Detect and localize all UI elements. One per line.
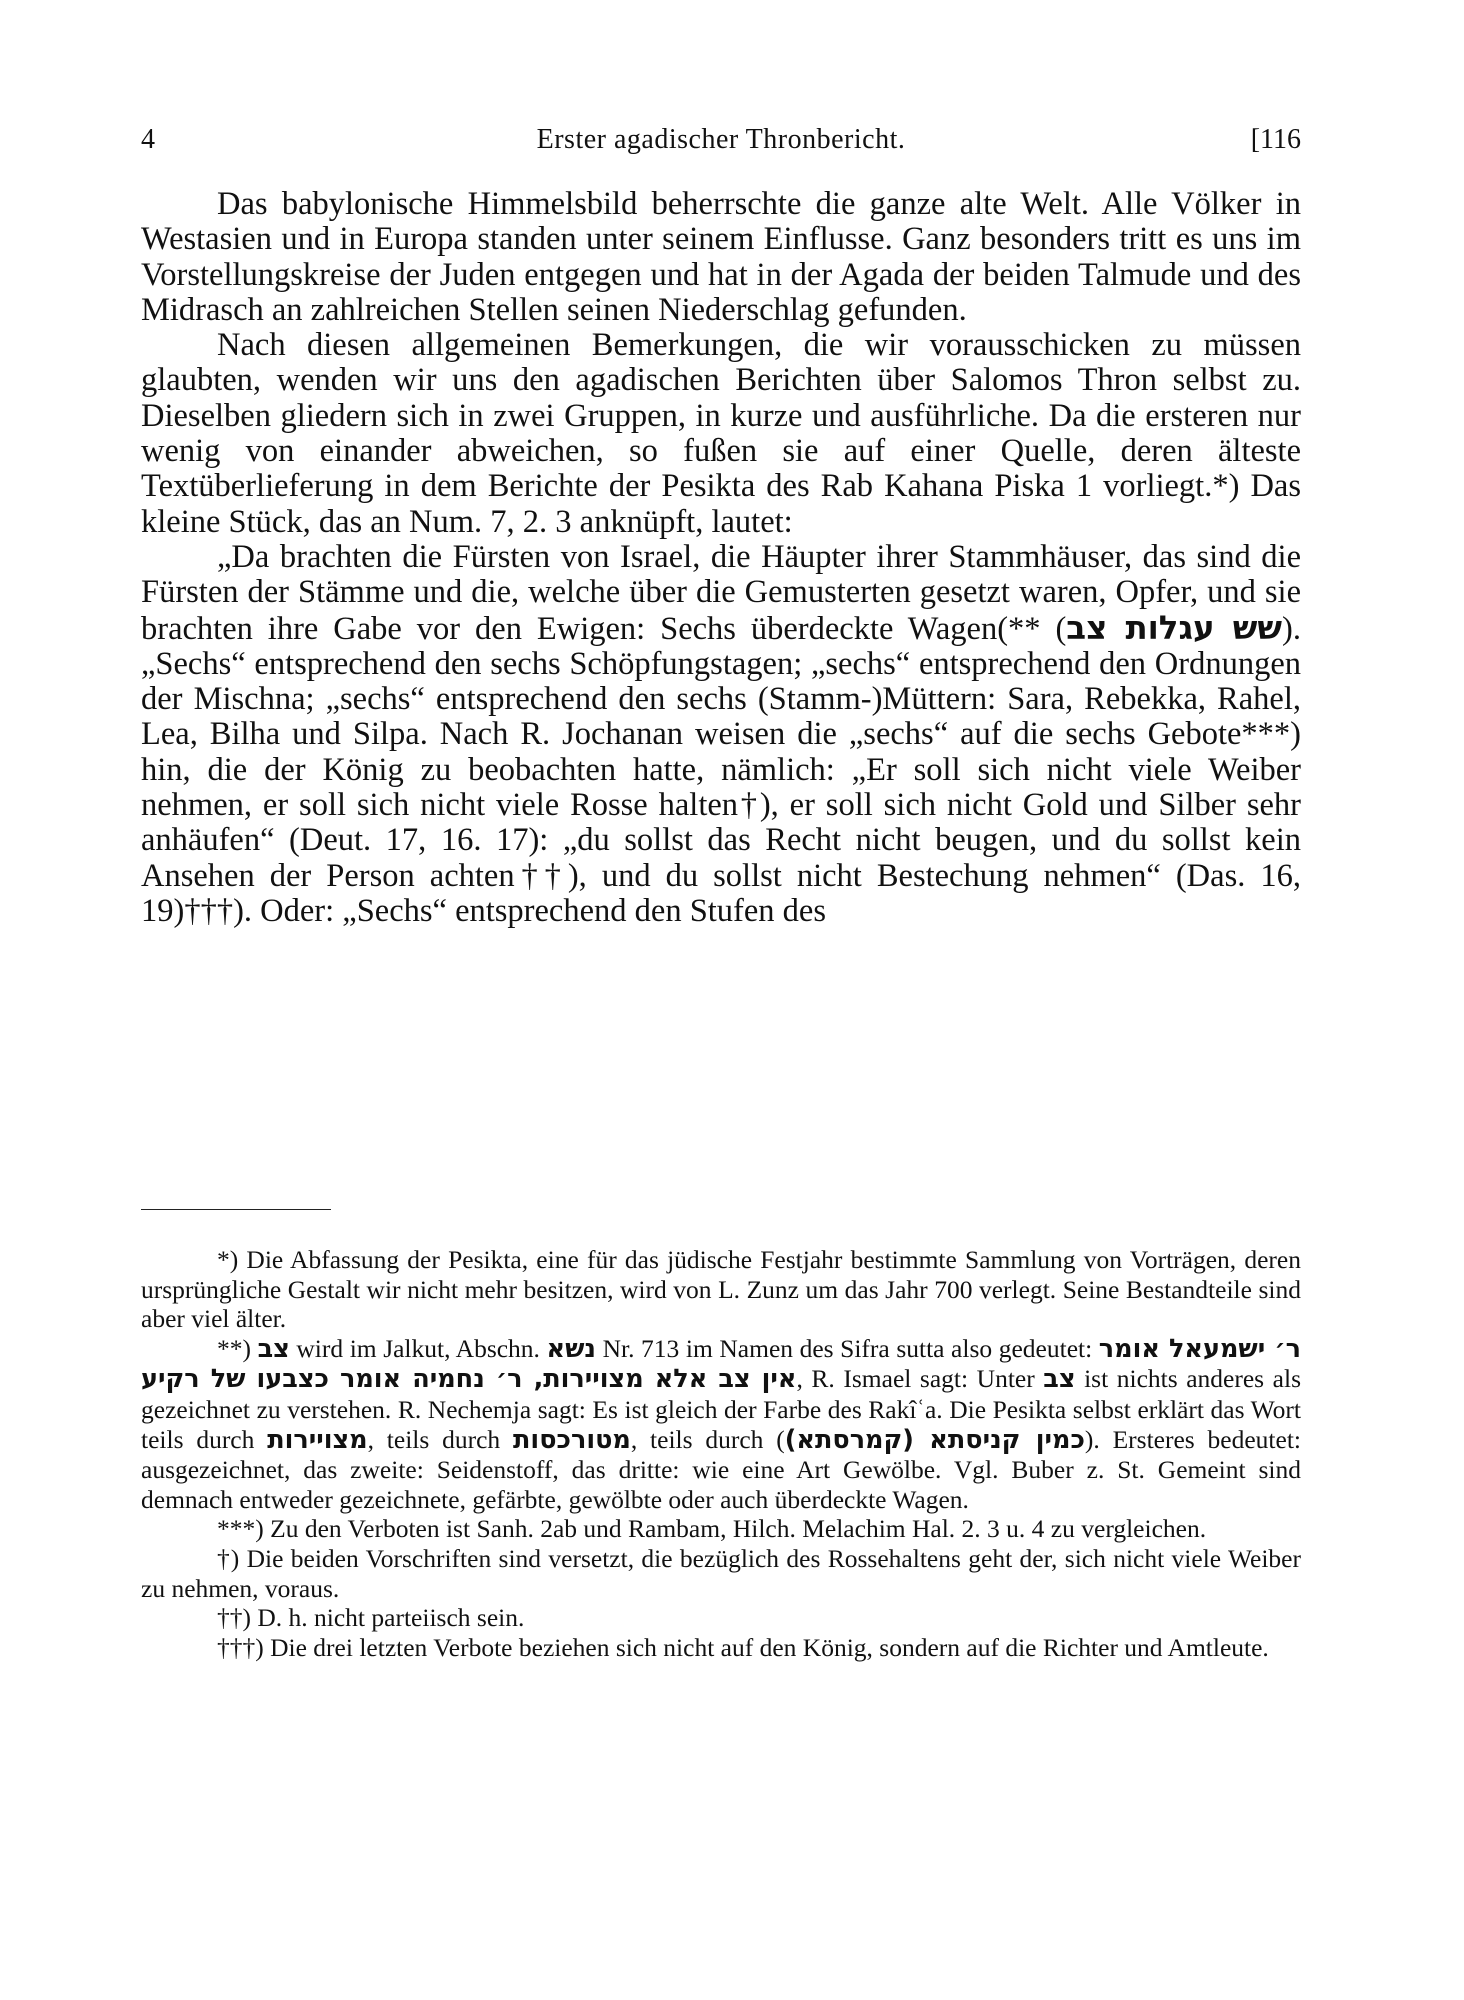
footnotes [141,1245,1301,1662]
running-title: Erster agadischer Thronbericht. [536,124,906,155]
footnote-1: *) Die Abfassung der Pesikta, eine für das jüdische Festjahr bestimmte Sammlung von Vorträgen, deren ursprüngliche Gestalt wir nicht mehr besitzen, wird von L. Zunz um das Jahr 700 verlegt. Seine Bestandteile sind aber viel älter. [141,1245,1301,1334]
quote-text-b: ). „Sechs“ entsprechend den sechs Schöpfungstagen; „sechs“ entsprechend den Ordnungen der Mischna; „sechs“ entsprechend den sechs (Stamm-)Müttern: Sara, Rebekka, Rahel, Lea, Bilha und Silpa. Nach R. Jochanan weisen die „sechs“ auf die sechs Gebote***) hin, die der König zu beobachten hatte, nämlich: „Er soll sich nicht viele Weiber nehmen, er soll sich nicht viele Rosse halten†), er soll sich nicht Gold und Silber sehr anhäufen“ (Deut. 17, 16. 17): „du sollst das Recht nicht beugen, und du sollst kein Ansehen der Person achten††), und du sollst nicht Bestechung nehmen“ (Das. 16, 19)†††). Oder: „Sechs“ entsprechend den Stufen des [141,610,1301,929]
paragraph-2: Nach diesen allgemeinen Bemerkungen, die wir vorausschicken zu müssen glaubten, wenden wir uns den agadischen Berichten über Salomos Thron selbst zu. Dieselben gliedern sich in zwei Gruppen, in kurze und ausführliche. Da die ersteren nur wenig von einander abweichen, so fußen sie auf einer Quelle, deren älteste Textüberlieferung in dem Berichte der Pesikta des Rab Kahana Piska 1 vorliegt.*) Das kleine Stück, das an Num. 7, 2. 3 anknüpft, lautet: [141,327,1301,540]
footnote-6: †††) Die drei letzten Verbote beziehen sich nicht auf den König, sondern auf die Richter und Amtleute. [217,1632,1269,1662]
footnote-2-text: ). Ersteres bedeutet: ausgezeichnet, das zweite: Seidenstoff, das dritte: wie eine Art Gewölbe. Vgl. Buber z. St. Gemeint sind demnach entweder gezeichnete, gefärbte, gewölbte oder auch überdeckte Wagen. [141,1424,1301,1514]
footnote-2-text: , R. Ismael sagt: Unter [796,1364,1044,1394]
footnote-2-text: wird im Jalkut, Abschn. [289,1333,547,1363]
page-header [141,124,1301,164]
main-text [141,187,1301,929]
footnote-2-text: , teils durch ( [630,1424,785,1454]
hebrew-citation: ר׳ ישמעאל אומר אין צב אלא מצויירות, ר׳ נחמיה אומר כצבעו של רקיע [141,1333,1302,1395]
quote-text-a: „Da brachten die Fürsten von Israel, die Häupter ihrer Stammhäuser, das sind die Fürsten der Stämme und die, welche über die Gemusterten gesetzt waren, Opfer, und sie brachten ihre Gabe vor den Ewigen: Sechs überdeckte Wagen(** ( [141,538,1301,647]
hebrew-term: כמין קניסתא (קמרסתא) [784,1424,1085,1455]
footnote-2 [141,1334,1301,1515]
paragraph-3 [141,540,1301,929]
footnote-2-marker: **) [217,1333,258,1363]
footnote-5: ††) D. h. nicht parteiisch sein. [217,1603,525,1633]
paragraph-1: Das babylonische Himmelsbild beherrschte die ganze alte Welt. Alle Völker in Westasien und in Europa standen unter seinem Einflusse. Ganz besonders tritt es uns im Vorstellungskreise der Juden entgegen und hat in der Agada der beiden Talmude und des Midrasch an zahlreichen Stellen seinen Niederschlag gefunden. [141,186,1301,328]
footnote-2-text: ist nichts anderes als gezeichnet zu verstehen. R. Nechemja sagt: Es ist gleich der Farbe des Rakîʿa. Die Pesikta selbst erklärt das Wort teils durch [141,1364,1301,1454]
footnote-4: †) Die beiden Vorschriften sind versetzt, die bezüglich des Rossehaltens geht der, sich nicht viele Weiber zu nehmen, voraus. [141,1543,1301,1603]
footnote-2-text: , teils durch [367,1424,514,1454]
hebrew-term: מצויירות [267,1424,368,1455]
hebrew-term: נשא [546,1333,596,1364]
hebrew-quote: שש עגלות צב [1066,608,1283,647]
footnote-separator [141,1209,331,1210]
page-number: 4 [141,124,155,155]
section-number: [116 [1250,124,1301,155]
footnote-3: ***) Zu den Verboten ist Sanh. 2ab und Rambam, Hilch. Melachim Hal. 2. 3 u. 4 zu vergleichen. [217,1514,1207,1544]
hebrew-term: צב [257,1333,290,1364]
hebrew-term: מטורכסות [513,1424,631,1455]
footnote-2-text: Nr. 713 im Namen des Sifra sutta also gedeutet: [596,1333,1099,1363]
hebrew-term: צב [1043,1364,1076,1395]
